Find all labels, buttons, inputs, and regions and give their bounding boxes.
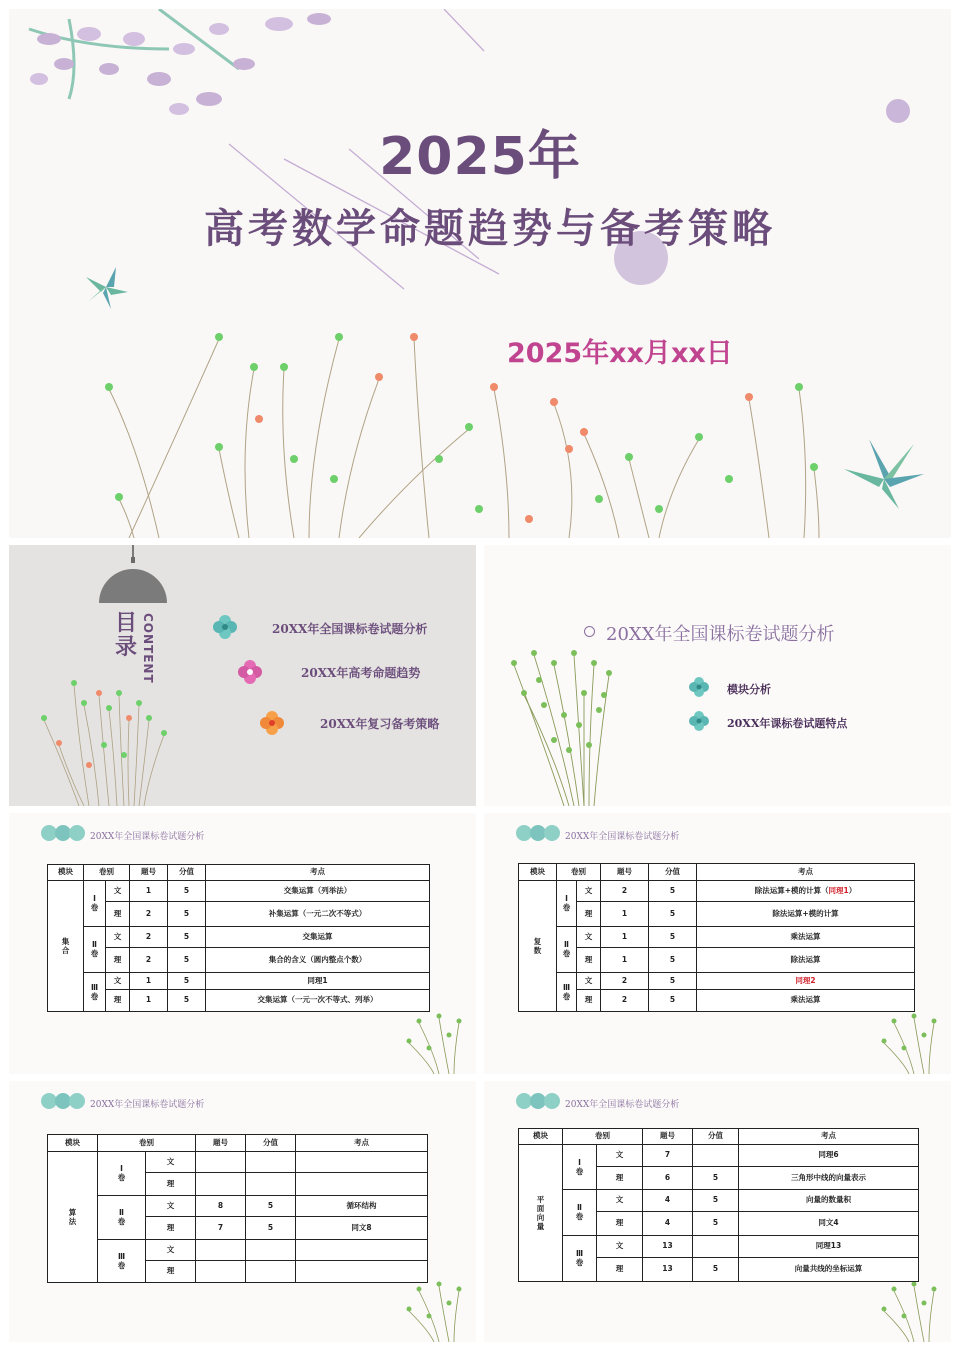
type-cell: 理 xyxy=(146,1261,196,1283)
cover-slide xyxy=(9,9,951,538)
module-cell xyxy=(48,1152,98,1283)
score-cell: 5 xyxy=(649,881,697,902)
teal-flower-icon xyxy=(689,677,709,697)
number-cell: 2 xyxy=(601,881,649,902)
slide-header-label: 20XX年全国课标卷试题分析 xyxy=(90,832,205,842)
type-cell: 理 xyxy=(577,902,601,927)
table-row xyxy=(519,1236,919,1258)
paper-cell xyxy=(557,973,577,1012)
corner-plant xyxy=(409,1018,459,1074)
type-cell: 理 xyxy=(597,1167,643,1190)
topic-cell: 循环结构 xyxy=(296,1196,428,1217)
flower-stems xyxy=(514,655,609,806)
table-row xyxy=(519,1145,919,1167)
module-cell xyxy=(519,881,557,1012)
score-cell xyxy=(693,1236,739,1258)
table-header-cell: 题号 xyxy=(196,1135,246,1152)
number-cell xyxy=(196,1240,246,1261)
number-cell xyxy=(196,1261,246,1283)
table-header-cell: 模块 xyxy=(519,1129,563,1145)
paper-label: Ⅰ卷 xyxy=(90,894,99,913)
exam-table xyxy=(518,863,915,1012)
score-cell: 5 xyxy=(649,973,697,990)
toc-title: 目录 xyxy=(115,610,138,660)
type-cell: 理 xyxy=(106,948,130,973)
type-cell: 文 xyxy=(146,1240,196,1261)
section-title: 20XX年全国课标卷试题分析 xyxy=(606,624,835,645)
paper-cell xyxy=(563,1145,597,1190)
lavender-sprig-icon xyxy=(29,9,331,115)
module-label: 集合 xyxy=(61,936,70,955)
table-row xyxy=(48,902,430,927)
cover-date: 2025年xx月xx日 xyxy=(507,338,733,369)
table-slide-algorithm xyxy=(9,1081,476,1342)
cover-decoration xyxy=(9,9,951,538)
table-row xyxy=(48,990,430,1012)
number-cell: 13 xyxy=(643,1236,693,1258)
cover-title: 高考数学命题趋势与备考策略 xyxy=(204,205,776,252)
table-header-cell: 考点 xyxy=(296,1135,428,1152)
module-cell xyxy=(48,881,84,1012)
section-decoration xyxy=(484,545,951,806)
topic-cell: 集合的含义（圆内整点个数） xyxy=(206,948,430,973)
type-cell: 文 xyxy=(106,973,130,990)
corner-plant xyxy=(884,1286,934,1342)
topic-cell: 除法运算+模的计算 xyxy=(697,902,915,927)
topic-cell: 同文8 xyxy=(296,1217,428,1240)
table-row xyxy=(48,927,430,948)
corner-plant-heads xyxy=(407,1014,462,1051)
table-header-cell: 卷别 xyxy=(563,1129,643,1145)
circle-bullet-icon xyxy=(584,626,595,637)
number-cell: 13 xyxy=(643,1258,693,1282)
table-slide-complex xyxy=(484,813,951,1074)
paper-label: Ⅰ卷 xyxy=(575,1157,584,1176)
section-slide xyxy=(484,545,951,806)
corner-plant xyxy=(884,1018,934,1074)
number-cell: 7 xyxy=(196,1217,246,1240)
exam-table xyxy=(518,1128,919,1282)
number-cell: 8 xyxy=(196,1196,246,1217)
score-cell: 5 xyxy=(246,1217,296,1240)
topic-cell: 乘法运算 xyxy=(697,927,915,948)
score-cell: 5 xyxy=(246,1196,296,1217)
paper-cell xyxy=(563,1190,597,1236)
type-cell: 理 xyxy=(106,990,130,1012)
type-cell: 文 xyxy=(597,1145,643,1167)
table-header-cell: 分值 xyxy=(649,864,697,881)
score-cell: 5 xyxy=(693,1167,739,1190)
table-header-cell: 卷别 xyxy=(557,864,601,881)
table-row xyxy=(519,902,915,927)
table-header-cell: 模块 xyxy=(519,864,557,881)
score-cell: 5 xyxy=(649,990,697,1012)
number-cell: 6 xyxy=(643,1167,693,1190)
score-cell: 5 xyxy=(649,927,697,948)
paper-cell xyxy=(84,973,106,1012)
paper-label: Ⅱ卷 xyxy=(90,940,99,959)
score-cell: 5 xyxy=(168,948,206,973)
exam-table xyxy=(47,864,430,1012)
paper-label: Ⅰ卷 xyxy=(562,894,571,913)
table-header-cell: 题号 xyxy=(601,864,649,881)
table-header-row xyxy=(519,864,915,881)
type-cell: 文 xyxy=(577,973,601,990)
number-cell: 2 xyxy=(601,990,649,1012)
slide-header-label: 20XX年全国课标卷试题分析 xyxy=(565,832,680,842)
paper-cell xyxy=(98,1152,146,1196)
paper-label: Ⅲ卷 xyxy=(117,1251,126,1270)
toc-item-3[interactable]: 20XX年复习备考策略 xyxy=(320,717,440,731)
topic-cell: 乘法运算 xyxy=(697,990,915,1012)
table-slide-vectors xyxy=(484,1081,951,1342)
number-cell: 2 xyxy=(130,902,168,927)
number-cell: 1 xyxy=(130,990,168,1012)
table-row xyxy=(48,948,430,973)
type-cell: 文 xyxy=(577,881,601,902)
number-cell: 1 xyxy=(130,881,168,902)
topic-cell: 交集运算（一元一次不等式、列举） xyxy=(206,990,430,1012)
type-cell: 文 xyxy=(577,927,601,948)
type-cell: 理 xyxy=(597,1212,643,1236)
score-cell xyxy=(246,1240,296,1261)
slide-header-label: 20XX年全国课标卷试题分析 xyxy=(565,1100,680,1110)
teal-flower-icon xyxy=(213,615,237,639)
topic-cell: 补集运算（一元二次不等式） xyxy=(206,902,430,927)
topic-cell: 除法运算 xyxy=(697,948,915,973)
type-cell: 文 xyxy=(597,1190,643,1212)
paper-cell xyxy=(98,1196,146,1240)
score-cell: 5 xyxy=(649,948,697,973)
toc-item-2[interactable]: 20XX年高考命题趋势 xyxy=(301,666,421,680)
module-label: 平面向量 xyxy=(536,1194,545,1231)
topic-text: 除法运算+模的计算（ xyxy=(754,885,829,895)
topic-cell xyxy=(296,1261,428,1283)
table-header-cell: 模块 xyxy=(48,865,84,881)
score-cell: 5 xyxy=(693,1258,739,1282)
table-header-row xyxy=(48,865,430,881)
type-cell: 文 xyxy=(106,927,130,948)
score-cell: 5 xyxy=(693,1212,739,1236)
number-cell: 2 xyxy=(130,948,168,973)
paper-cell xyxy=(84,927,106,973)
score-cell: 5 xyxy=(168,973,206,990)
table-row xyxy=(519,990,915,1012)
table-header-cell: 模块 xyxy=(48,1135,98,1152)
number-cell: 1 xyxy=(601,902,649,927)
cover-year: 2025年 xyxy=(379,127,581,187)
corner-plant-heads xyxy=(882,1282,937,1319)
orange-flower-icon xyxy=(260,711,284,735)
score-cell xyxy=(246,1152,296,1173)
topic-cell: 向量共线的坐标运算 xyxy=(739,1258,919,1282)
topic-cell: 同理6 xyxy=(739,1145,919,1167)
topic-cell xyxy=(296,1152,428,1173)
table-row xyxy=(519,973,915,990)
table-header-row xyxy=(519,1129,919,1145)
topic-cell xyxy=(697,881,915,902)
topic-text: ） xyxy=(848,885,857,895)
slide-header-label: 20XX年全国课标卷试题分析 xyxy=(90,1100,205,1110)
header-flowers-icon xyxy=(41,1093,85,1109)
table-row xyxy=(519,881,915,902)
topic-cell: 交集运算 xyxy=(206,927,430,948)
toc-item-1[interactable]: 20XX年全国课标卷试题分析 xyxy=(272,622,428,636)
type-cell: 理 xyxy=(146,1217,196,1240)
score-cell xyxy=(246,1173,296,1196)
type-cell: 理 xyxy=(146,1173,196,1196)
table-header-cell: 考点 xyxy=(206,865,430,881)
table-header-cell: 分值 xyxy=(693,1129,739,1145)
score-cell xyxy=(693,1145,739,1167)
paper-cell xyxy=(84,881,106,927)
teal-flower-icon xyxy=(689,711,709,731)
table-header-cell: 题号 xyxy=(643,1129,693,1145)
toc-slide xyxy=(9,545,476,806)
number-cell: 7 xyxy=(643,1145,693,1167)
module-label: 算法 xyxy=(68,1207,77,1226)
paper-cell xyxy=(98,1240,146,1283)
topic-cell: 交集运算（列举法） xyxy=(206,881,430,902)
table-row xyxy=(519,1190,919,1212)
number-cell: 2 xyxy=(601,973,649,990)
table-slide-sets xyxy=(9,813,476,1074)
paper-label: Ⅱ卷 xyxy=(117,1208,126,1227)
paper-label: Ⅲ卷 xyxy=(90,982,99,1001)
exam-table xyxy=(47,1134,428,1283)
table-row xyxy=(48,973,430,990)
paper-cell xyxy=(557,881,577,927)
lamp-icon xyxy=(99,569,167,603)
table-row xyxy=(48,1240,428,1261)
paper-label: Ⅰ卷 xyxy=(117,1164,126,1183)
topic-cell: 同理1 xyxy=(206,973,430,990)
table-row xyxy=(519,927,915,948)
number-cell xyxy=(196,1173,246,1196)
header-flowers-icon xyxy=(41,825,85,841)
leaf-icon xyxy=(86,267,128,309)
type-cell: 文 xyxy=(597,1236,643,1258)
table-header-cell: 卷别 xyxy=(98,1135,196,1152)
module-cell xyxy=(519,1145,563,1282)
table-header-cell: 题号 xyxy=(130,865,168,881)
topic-cell: 同理13 xyxy=(739,1236,919,1258)
section-item-1[interactable]: 模块分析 xyxy=(727,683,771,696)
table-row xyxy=(48,1196,428,1217)
table-header-row xyxy=(48,1135,428,1152)
paper-label: Ⅲ卷 xyxy=(562,982,571,1001)
number-cell: 1 xyxy=(130,973,168,990)
corner-plant-heads xyxy=(407,1282,462,1319)
table-row xyxy=(48,1152,428,1173)
section-item-2[interactable]: 20XX年课标卷试题特点 xyxy=(727,717,848,730)
type-cell: 理 xyxy=(577,948,601,973)
topic-reference: 同理2 xyxy=(795,975,816,985)
topic-cell: 向量的数量积 xyxy=(739,1190,919,1212)
topic-cell: 三角形中线的向量表示 xyxy=(739,1167,919,1190)
table-header-cell: 分值 xyxy=(246,1135,296,1152)
score-cell: 5 xyxy=(168,881,206,902)
score-cell: 5 xyxy=(693,1190,739,1212)
table-header-cell: 分值 xyxy=(168,865,206,881)
toc-subtitle: CONTENT xyxy=(141,613,155,684)
topic-cell: 同文4 xyxy=(739,1212,919,1236)
module-label: 复数 xyxy=(533,936,542,955)
score-cell: 5 xyxy=(168,927,206,948)
topic-cell xyxy=(697,973,915,990)
header-flowers-icon xyxy=(516,825,560,841)
score-cell xyxy=(246,1261,296,1283)
type-cell: 文 xyxy=(146,1152,196,1173)
corner-plant-heads xyxy=(882,1014,937,1051)
type-cell: 文 xyxy=(106,881,130,902)
number-cell: 2 xyxy=(130,927,168,948)
type-cell: 文 xyxy=(146,1196,196,1217)
header-flowers-icon xyxy=(516,1093,560,1109)
paper-label: Ⅲ卷 xyxy=(575,1249,584,1268)
number-cell xyxy=(196,1152,246,1173)
table-row xyxy=(519,948,915,973)
paper-cell xyxy=(563,1236,597,1282)
topic-cell xyxy=(296,1173,428,1196)
topic-reference: 同理1 xyxy=(828,885,849,895)
score-cell: 5 xyxy=(168,990,206,1012)
topic-cell xyxy=(296,1240,428,1261)
leaf-icon xyxy=(844,439,924,509)
number-cell: 1 xyxy=(601,948,649,973)
type-cell: 理 xyxy=(106,902,130,927)
table-header-cell: 考点 xyxy=(697,864,915,881)
table-row xyxy=(48,881,430,902)
type-cell: 理 xyxy=(577,990,601,1012)
number-cell: 4 xyxy=(643,1190,693,1212)
paper-label: Ⅱ卷 xyxy=(575,1203,584,1222)
table-header-cell: 考点 xyxy=(739,1129,919,1145)
table-header-cell: 卷别 xyxy=(84,865,130,881)
type-cell: 理 xyxy=(597,1258,643,1282)
corner-plant xyxy=(409,1286,459,1342)
score-cell: 5 xyxy=(649,902,697,927)
paper-label: Ⅱ卷 xyxy=(562,940,571,959)
paper-cell xyxy=(557,927,577,973)
number-cell: 4 xyxy=(643,1212,693,1236)
number-cell: 1 xyxy=(601,927,649,948)
score-cell: 5 xyxy=(168,902,206,927)
pink-flower-icon xyxy=(238,660,262,684)
